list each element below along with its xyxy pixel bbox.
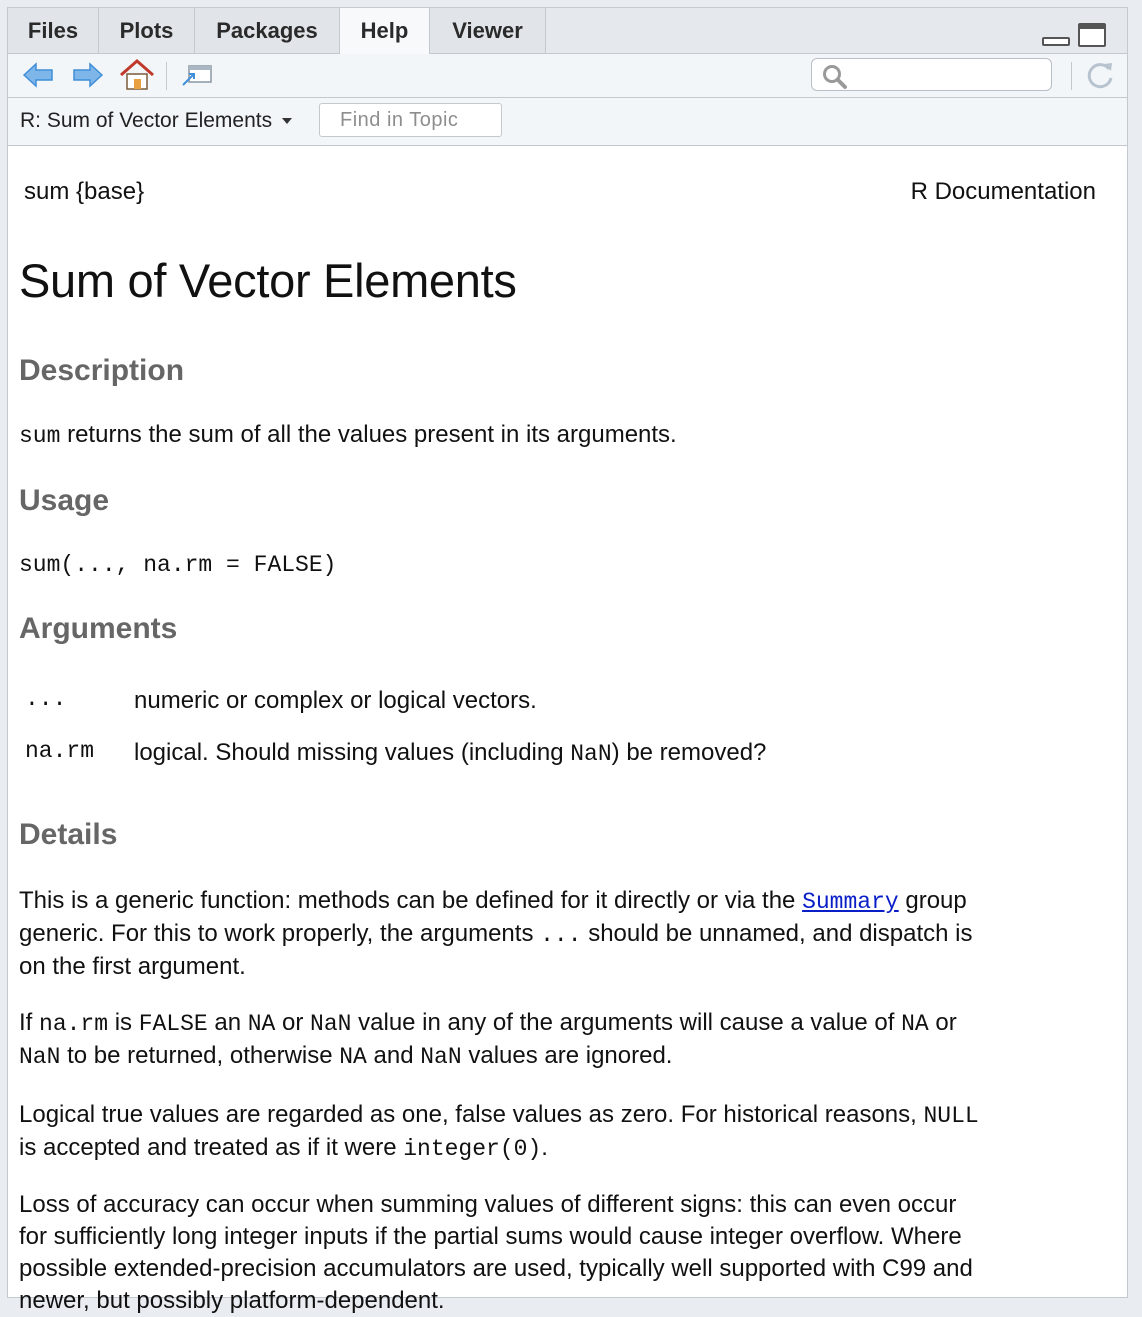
toolbar-separator <box>1071 62 1072 90</box>
tab-plots[interactable]: Plots <box>99 8 195 53</box>
help-document <box>8 146 1127 1314</box>
maximize-icon[interactable] <box>1077 22 1107 48</box>
tab-files[interactable]: Files <box>8 8 99 53</box>
tab-viewer[interactable]: Viewer <box>430 8 546 53</box>
find-in-topic-input[interactable] <box>319 103 502 137</box>
topic-bar <box>8 98 1127 146</box>
topic-dropdown-label: R: Sum of Vector Elements <box>20 109 273 132</box>
details-paragraph: Loss of accuracy can occur when summing values of different signs: this can even occur for sufficiently long integer inputs if the partial sums would cause integer overflow. Where possible extended-precision accumulators are used, typically well supported with C99 and newer, but possibly platform-dependent. <box>19 1191 973 1314</box>
details-paragraph: If na.rm is FALSE an NA or NaN value in any of the arguments will cause a value of NA or NaN to be returned, otherwise NA and NaN values are ignored. <box>19 1009 957 1070</box>
argument-description: logical. Should missing values (including NaN) be removed? <box>134 739 767 767</box>
doc-header-right: R Documentation <box>910 178 1096 205</box>
section-heading-usage: Usage <box>19 484 110 517</box>
tab-packages[interactable]: Packages <box>195 8 340 53</box>
usage-code: sum(..., na.rm = FALSE) <box>19 552 337 578</box>
help-search-input[interactable] <box>811 58 1052 91</box>
doc-header-left: sum {base} <box>24 178 145 205</box>
chevron-down-icon <box>282 118 292 124</box>
popout-window-icon[interactable] <box>180 60 214 90</box>
details-paragraph: This is a generic function: methods can be defined for it directly or via the Summary group generic. For this to work properly, the arguments ... should be unnamed, and dispatch is on the first argument. <box>19 887 973 980</box>
refresh-icon[interactable] <box>1084 59 1116 91</box>
argument-name: na.rm <box>25 738 95 764</box>
section-heading-description: Description <box>19 354 185 387</box>
forward-arrow-icon[interactable] <box>72 60 104 90</box>
help-pane <box>7 7 1128 1314</box>
summary-link[interactable]: Summary <box>802 889 899 915</box>
section-heading-arguments: Arguments <box>19 612 178 645</box>
toolbar-separator <box>166 62 167 90</box>
search-icon <box>822 64 850 88</box>
back-arrow-icon[interactable] <box>22 60 54 90</box>
details-paragraph: Logical true values are regarded as one, false values as zero. For historical reasons, NULL is accepted and treated as if it were integer(0). <box>19 1101 979 1162</box>
section-heading-details: Details <box>19 818 118 851</box>
argument-name: ... <box>25 686 67 712</box>
description-text: sum returns the sum of all the values present in its arguments. <box>19 421 677 449</box>
help-toolbar <box>8 54 1127 98</box>
argument-description: numeric or complex or logical vectors. <box>134 687 537 714</box>
tab-bar <box>8 8 1127 54</box>
tab-help[interactable]: Help <box>340 8 430 54</box>
page-title: Sum of Vector Elements <box>19 254 517 307</box>
topic-dropdown[interactable] <box>20 109 292 133</box>
minimize-icon[interactable] <box>1041 22 1071 46</box>
home-icon[interactable] <box>118 58 156 92</box>
